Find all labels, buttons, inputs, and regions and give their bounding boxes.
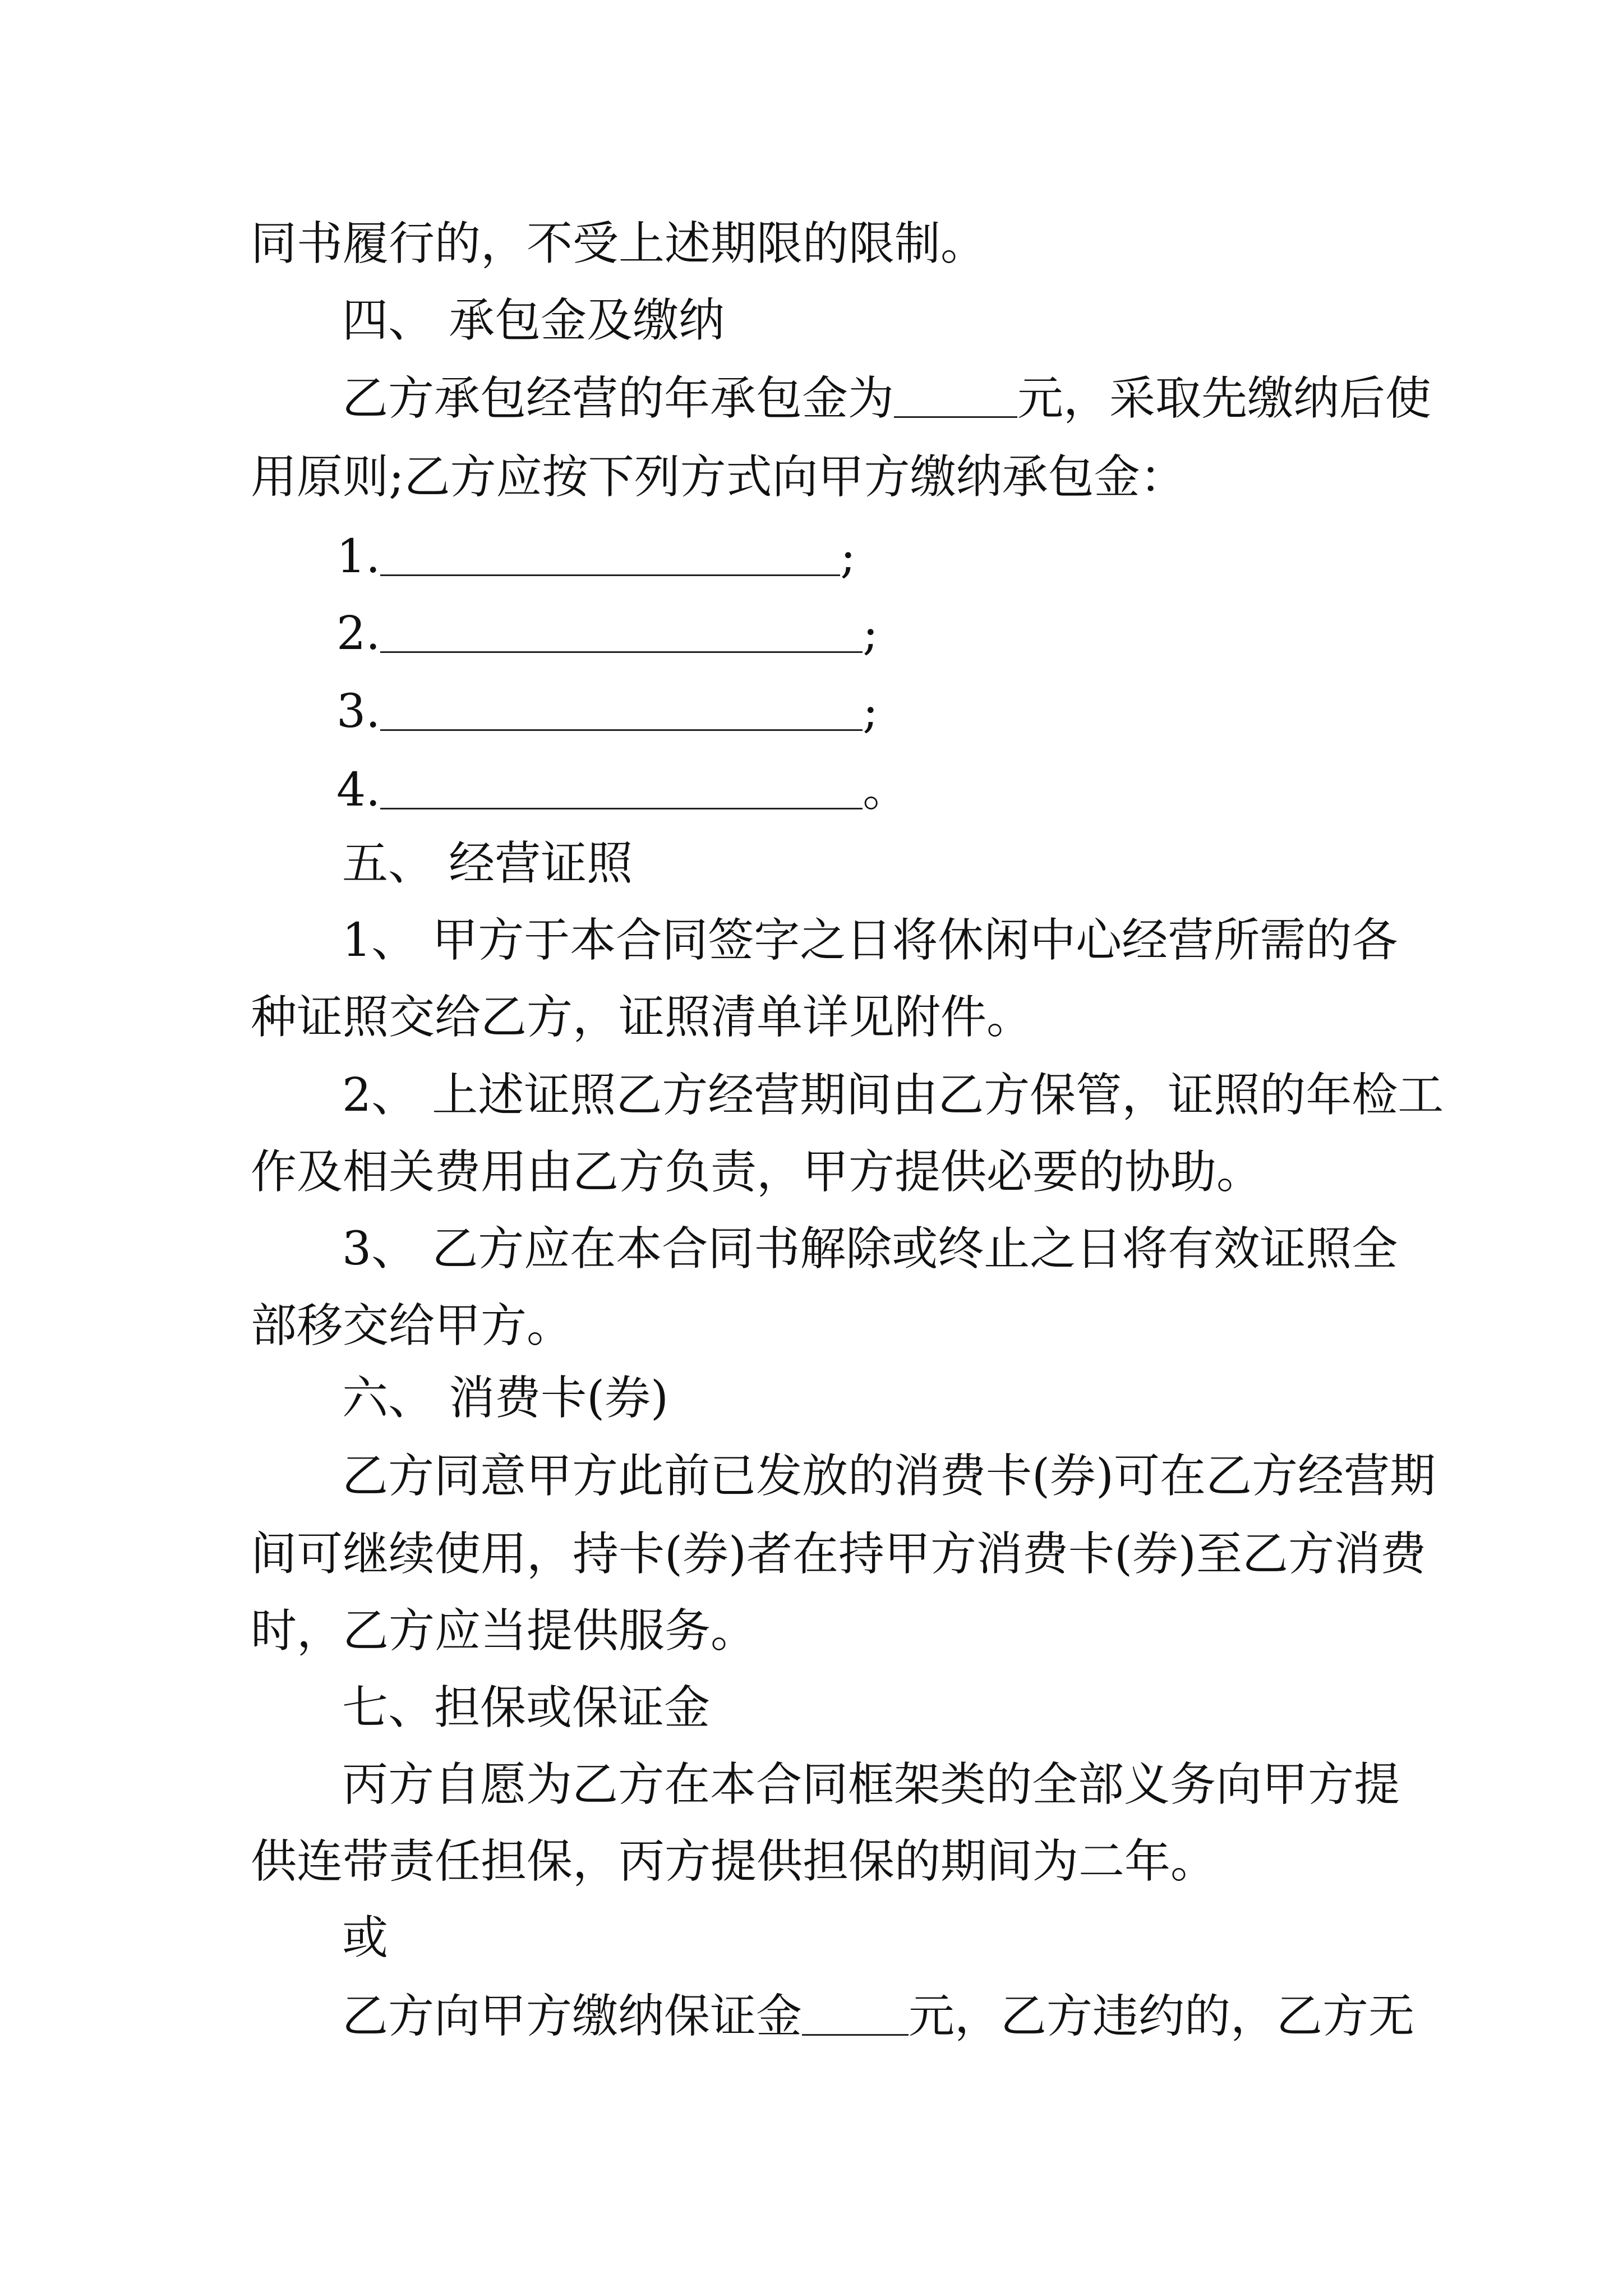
item-end: ; [863, 607, 878, 660]
paragraph-line: 用原则;乙方应按下列方式向甲方缴纳承包金： [251, 450, 1186, 504]
payment-item-3 [336, 673, 878, 750]
item-blank [380, 595, 863, 653]
item-number: 1. [336, 530, 381, 583]
section-heading-4: 四、 承包金及缴纳 [342, 294, 725, 347]
item-end: ; [863, 685, 878, 738]
paragraph-line: 2、 上述证照乙方经营期间由乙方保管，证照的年检工 [342, 1069, 1444, 1122]
item-number: 2. [336, 607, 381, 660]
paragraph-line: 或 [342, 1911, 389, 1964]
paragraph-line [342, 1978, 1415, 2055]
item-blank [380, 752, 863, 809]
paragraph-line: 供连带责任担保，丙方提供担保的期间为二年。 [251, 1835, 1217, 1888]
text: 乙方向甲方缴纳保证金 [342, 1990, 803, 2043]
paragraph-line: 1、 甲方于本合同签字之日将休闲中心经营所需的各 [342, 914, 1398, 967]
paragraph-line: 部移交给甲方。 [251, 1299, 573, 1352]
paragraph-line [342, 360, 1432, 437]
item-end: ; [840, 530, 856, 583]
paragraph-line: 作及相关费用由乙方负责，甲方提供必要的协助。 [251, 1145, 1263, 1199]
section-heading-6: 六、 消费卡(券) [342, 1372, 669, 1425]
paragraph-line: 间可继续使用，持卡(券)者在持甲方消费卡(券)至乙方消费 [251, 1527, 1426, 1581]
payment-item-1 [336, 518, 856, 595]
item-number: 3. [336, 685, 381, 738]
paragraph-line: 丙方自愿为乙方在本合同框架类的全部义务向甲方提 [342, 1758, 1400, 1811]
item-number: 4. [336, 763, 381, 817]
paragraph-line: 同书履行的，不受上述期限的限制。 [251, 217, 987, 270]
paragraph-line: 种证照交给乙方，证照清单详见附件。 [251, 991, 1033, 1044]
text: 元，乙方违约的，乙方无 [909, 1990, 1415, 2043]
paragraph-line: 3、 乙方应在本合同书解除或终止之日将有效证照全 [342, 1222, 1398, 1276]
item-end: 。 [863, 763, 909, 817]
deposit-blank [802, 1978, 909, 2036]
item-blank [380, 518, 840, 576]
text: 元，采取先缴纳后使 [1017, 372, 1432, 425]
text: 乙方承包经营的年承包金为 [342, 372, 895, 425]
item-blank [380, 673, 863, 731]
payment-item-4 [336, 752, 909, 829]
fee-blank [894, 360, 1017, 418]
paragraph-line: 时，乙方应当提供服务。 [251, 1604, 757, 1658]
paragraph-line: 乙方同意甲方此前已发放的消费卡(券)可在乙方经营期 [342, 1450, 1436, 1503]
section-heading-5: 五、 经营证照 [342, 837, 633, 890]
section-heading-7: 七、担保或保证金 [342, 1681, 711, 1734]
payment-item-2 [336, 595, 878, 672]
